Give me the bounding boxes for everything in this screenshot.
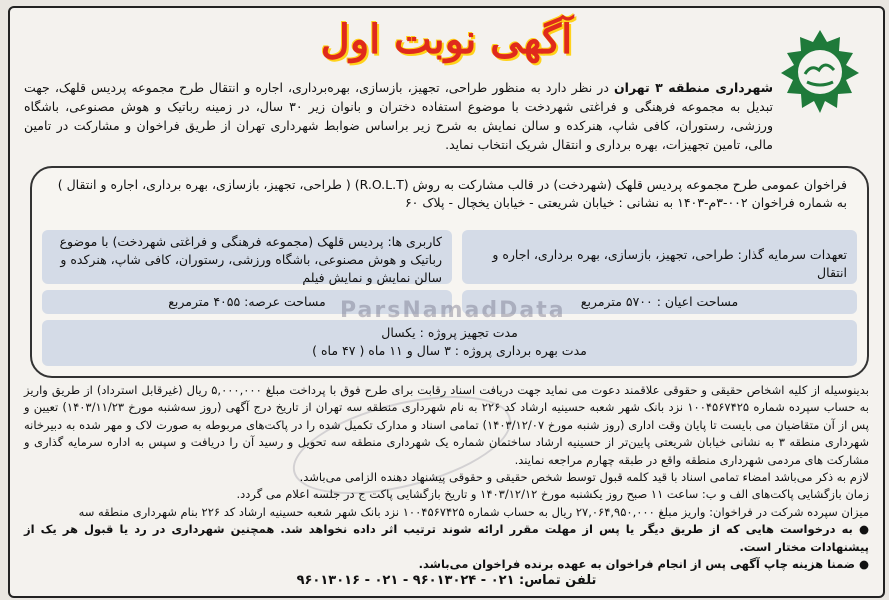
organization-name: شهرداری منطقه ۳ تهران [614, 80, 773, 95]
intro-text: در نظر دارد به منظور طراحی، تجهیز، بازسازی، بهره‌برداری، اجاره و انتقال طرح مجموعه پردیس قلهک، جهت تبدیل به مجموعه فرهنگی و فراغتی شهردخت با موضوع استفاده دختران و بانوان زیر ۳۰ سال، در زمینه رباتیک و هوش مصنوعی، باشگاه ورزشی، رستوران، کافی شاپ، هنرکده و سالن نمایش به شرح زیر براساس ضوابط شهرداری تهران از طریق فراخوان و مشارکت در تامین مالی، تامین تجهیزات، بهره برداری و انتقال شریک انتخاب نماید. [24, 80, 773, 152]
usage-cell [42, 230, 452, 284]
call-details-box [30, 166, 869, 378]
investor-obligations: تعهدات سرمایه گذار: طراحی، تجهیز، بازسازی، بهره برداری، اجاره و انتقال [492, 247, 847, 280]
contact-phone: تلفن تماس: ۰۲۱ - ۹۶۰۱۳۰۲۴ - ۰۲۱ - ۹۶۰۱۳۰۱۶ [296, 573, 597, 588]
watermark-text: ParsNamadData [340, 298, 566, 323]
operation-period: مدت بهره برداری پروژه : ۳ سال و ۱۱ ماه ( ۴۷ ماه ) [312, 343, 587, 358]
conditions-paragraph-1: بدینوسیله از کلیه اشخاص حقیقی و حقوقی علاقمند دعوت می نماید جهت دریافت اسناد رقابت برای طرح فوق با پرداخت مبلغ ۵,۰۰۰,۰۰۰ ریال (غیرقابل استرداد) از طریق واریز به حساب سپرده شماره ۱۰۰۴۵۶۷۴۲۵ نزد بانک شهر شعبه حسینیه ارشاد کد ۲۲۶ به نام شهرداری منطقه سه تهران از تاریخ درج آگهی (روز سه‌شنبه مورخ ۱۴۰۳/۱۱/۲۳) تعیین و پس از آن متقاضیان می بایست تا پایان وقت اداری (روز شنبه مورخ ۱۴۰۳/۱۲/۰۷) تمامی اسناد و مدارک تکمیل شده را در پاکت‌های مربوطه به صورت لاک و مهر شده به دبیرخانه شهرداری منطقه ۳ به نشانی خیابان شریعتی پایین‌تر از حسینیه ارشاد ساختمان شماره یک شهرداری منطقه سه تحویل و رسید آن را دریافت و سپس به اداره سرمایه گذاری و مشارکت های مردمی شهرداری منطقه واقع در طبقه چهارم مراجعه نمایند. [24, 383, 869, 467]
conditions-text [24, 382, 869, 573]
advertisement-page [8, 6, 885, 598]
usage-text: کاربری ها: پردیس قلهک (مجموعه فرهنگی و فراغتی شهردخت) با موضوع رباتیک و هوش مصنوعی، باشگاه ورزشی، رستوران، کافی شاپ، هنرکده و سالن نمایش و نمایش فیلم [59, 234, 442, 285]
call-header-line2: به شماره فراخوان ۰۰۲-۳م-۱۴۰۳ به نشانی : خیابان شریعتی - خیابان یخچال - پلاک ۶۰ [404, 195, 847, 210]
conditions-paragraph-2: لازم به ذکر می‌باشد امضاء تمامی اسناد با قید کلمه قبول توسط شخص حقیقی و حقوقی پیشنهاد دهنده الزامی می‌باشد. [299, 470, 869, 485]
tehran-municipality-logo-icon [777, 28, 863, 114]
building-area: مساحت اعیان : ۵۷۰۰ مترمربع [580, 294, 739, 309]
call-header-line1: فراخوان عمومی طرح مجموعه پردیس قلهک (شهردخت) در قالب مشارکت به روش (R.O.L.T) ( طراحی، تجهیز، بازسازی، بهره برداری، اجاره و انتقال ) [57, 177, 847, 192]
intro-paragraph [24, 78, 773, 154]
investor-obligations-cell [462, 230, 857, 284]
opening-time: زمان بازگشایی پاکت‌های الف و ب: ساعت ۱۱ صبح روز یکشنبه مورخ ۱۴۰۳/۱۲/۱۲ و تاریخ بازگشایی پاکت ج در جلسه اعلام می گردد. [236, 487, 869, 502]
equipment-period: مدت تجهیز پروژه : یکسال [381, 325, 518, 340]
project-periods-cell [42, 320, 857, 366]
notice-bullet-1: ● به درخواست هایی که از طریق دیگر یا پس از مهلت مقرر ارائه شوند ترتیب اثر داده نخواهد شد. همچنین شهرداری در رد یا قبول هر یک از پیشنهادات مختار است. [24, 522, 869, 554]
call-header [52, 176, 847, 212]
land-area: مساحت عرصه: ۴۰۵۵ مترمربع [168, 294, 326, 309]
page-title: آگهی نوبت اول [320, 16, 573, 63]
deposit-amount: میزان سپرده شرکت در فراخوان: واریز مبلغ ۲۷,۰۶۴,۹۵۰,۰۰۰ ریال به حساب شماره ۱۰۰۴۵۶۷۴۲۵ نزد بانک شهر شعبه حسینیه ارشاد کد ۲۲۶ بنام شهرداری منطقه سه [78, 504, 869, 519]
notice-bullet-2: ● ضمنا هزینه چاپ آگهی پس از انجام فراخوان به عهده برنده فراخوان می‌باشد. [418, 557, 869, 572]
